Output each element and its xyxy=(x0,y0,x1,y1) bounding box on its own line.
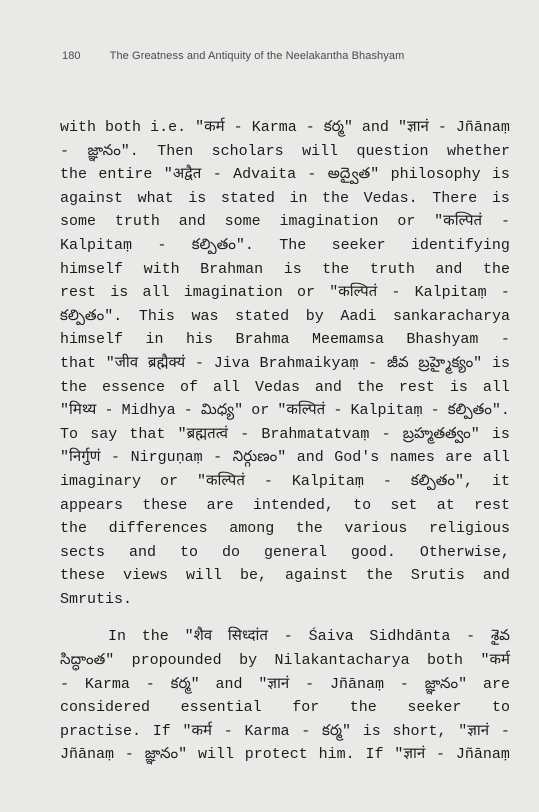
text-line: these views will be, against the Srutis and xyxy=(60,567,510,585)
paragraph-gap xyxy=(60,611,510,625)
text-line: himself with Brahman is the truth and the xyxy=(60,260,510,278)
text-line: practise. If "कर्म - Karma - కర్మ" is short, "ज्ञानं - xyxy=(60,722,510,740)
text-line: Smrutis. xyxy=(60,590,133,608)
text-line: that "जीव ब्रह्मैक्यं - Jiva Brahmaikyaṃ - జీవ బ్రహ్మైక్యం" is xyxy=(60,354,510,372)
text-line: To say that "ब्रह्मतत्वं - Brahmatatvaṃ - బ్రహ్మతత్వం" is xyxy=(60,425,510,443)
text-line: In the "शैव सिध्दांत - Śaiva Sidhdānta - శైవ xyxy=(108,628,510,646)
text-line: Jñānaṃ - జ్ఞానం" will protect him. If "ज्ञानं - Jñānaṃ xyxy=(60,746,510,764)
text-line: Kalpitaṃ - కల్పితం". The seeker identifying xyxy=(60,236,510,254)
text-line: considered essential for the seeker to xyxy=(60,699,510,717)
text-line: "निर्गुणं - Nirguṇaṃ - నిర్గుణం" and God's names are all xyxy=(60,449,510,467)
text-line: sects and to do general good. Otherwise, xyxy=(60,543,510,561)
text-line: with both i.e. "कर्म - Karma - కర్మ" and "ज्ञानं - Jñānaṃ xyxy=(60,119,510,136)
running-title: The Greatness and Antiquity of the Neelakantha Bhashyam xyxy=(109,50,405,62)
text-line: some truth and some imagination or "कल्पितं - xyxy=(60,213,510,231)
text-line: కల్పితం". This was stated by Aadi sankaracharya xyxy=(60,307,510,325)
text-line: "मिथ्य - Midhya - మిధ్య" or "कल्पितं - Kalpitaṃ - కల్పితం". xyxy=(60,402,510,420)
text-line: against what is stated in the Vedas. There is xyxy=(60,189,510,207)
paragraph xyxy=(60,625,510,767)
text-line: rest is all imagination or "कल्पितं - Kalpitaṃ - xyxy=(60,284,510,302)
text-line: himself in his Brahma Meemamsa Bhashyam - xyxy=(60,331,510,349)
paragraph xyxy=(60,116,510,611)
text-line: appears these are intended, to set at rest xyxy=(60,496,510,514)
page-body xyxy=(60,116,510,767)
text-line: - Karma - కర్మ" and "ज्ञानं - Jñānaṃ - జ్ఞానం" are xyxy=(60,675,510,693)
text-line: the differences among the various religious xyxy=(60,520,510,538)
running-header xyxy=(62,50,404,62)
text-line: the entire "अद्वैत - Advaita - అద్వైత" philosophy is xyxy=(60,166,510,184)
page-number: 180 xyxy=(62,50,81,62)
text-line: సిద్ధాంత" propounded by Nilakantacharya both "कर्म xyxy=(60,652,510,670)
text-line: - జ్ఞానం". Then scholars will question whether xyxy=(60,142,510,160)
text-line: the essence of all Vedas and the rest is all xyxy=(60,378,510,396)
text-line: imaginary or "कल्पितं - Kalpitaṃ - కల్పితం", it xyxy=(60,472,510,490)
